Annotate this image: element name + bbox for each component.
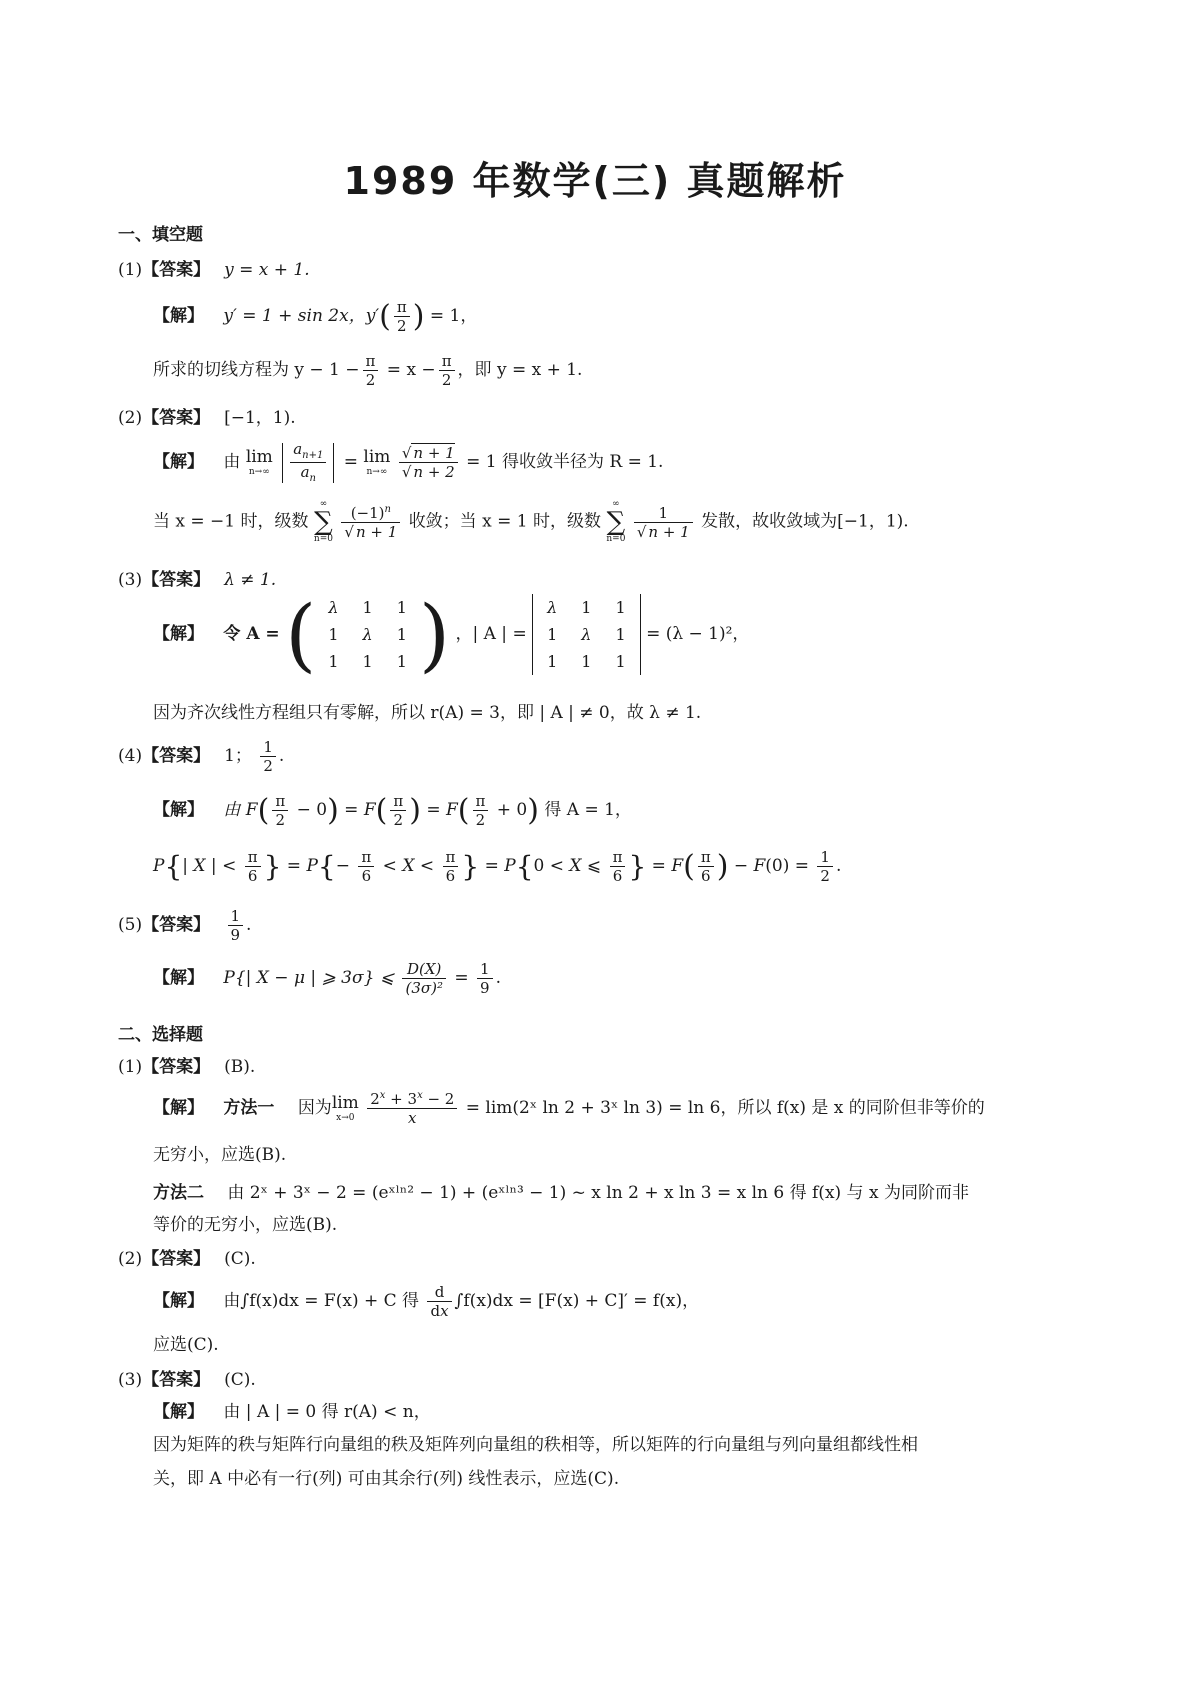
text-seg: 由 <box>223 452 241 472</box>
solution-label: 【解】 <box>153 624 204 644</box>
text-seg: = 1 得收敛半径为 R = 1. <box>466 452 664 472</box>
answer-text: (C). <box>224 1370 256 1390</box>
method-label: 方法一 <box>223 1098 275 1118</box>
f4-line2: P{| X | < $\frac{\pi}{6}$ } = P{− $\frac{\pi}{6}$ < X < $\frac{\pi}{6}$ } = P{0 < X ⩽ $\frac{\pi}{6}$ } = F( $\frac{\pi}{6}$ ) − F(0) = $\frac{1}{2}$ . <box>153 848 842 885</box>
f4-solution-line: 【解】 由 F( $\frac{\pi}{2}$ − 0) = F( $\frac{\pi}{2}$ ) = F( $\frac{\pi}{2}$ + 0) 得 A = 1， <box>153 792 632 829</box>
answer-label: 【答案】 <box>142 746 211 766</box>
c3-solution-line <box>153 1397 431 1422</box>
frac-numerator: D(X) <box>402 960 446 979</box>
answer-label: 【答案】 <box>142 408 211 428</box>
c2-answer-line <box>118 1244 256 1269</box>
answer-label: 【答案】 <box>142 260 211 280</box>
answer-text: 1； <box>224 746 252 766</box>
solution-label: 【解】 <box>153 306 204 326</box>
answer-label: 【答案】 <box>142 915 211 935</box>
text-seg: 收敛；当 x = 1 时，级数 <box>408 511 601 532</box>
text-seg: 因为 <box>297 1098 332 1118</box>
f5-solution-line: 【解】 P{| X − μ | ⩾ 3σ} ⩽ $\frac{D(X)}{\text{(3σ)²}}$ = $\frac{1}{9}$ . <box>153 960 501 997</box>
solution-label: 【解】 <box>153 1098 204 1118</box>
f1-solution-line: 【解】 y′ = 1 + sin 2x，y′( $\frac{\pi}{2}$ ) = 1， <box>153 298 478 335</box>
f2-line2: 当 x = −1 时，级数 ∞ ∑ n=0 $\frac{(-1)^n}{√ n + 1}$ 收敛；当 x = 1 时，级数 ∞ ∑ n=0 $\frac{1}{√ n + 1}$ 发散，故收敛域为[−1，1). <box>153 499 909 544</box>
answer-label: 【答案】 <box>142 1370 211 1390</box>
text-seg: ，| A | = <box>455 624 527 644</box>
text-seg: 由∫f(x)dx = F(x) + C 得 <box>223 1291 420 1311</box>
text-seg: = lim(2ˣ ln 2 + 3ˣ ln 3) = ln 6，所以 f(x) 是 x 的同阶但非等价的 <box>465 1098 985 1118</box>
text-seg: . <box>835 856 842 876</box>
answer-text: y = x + 1. <box>224 260 310 280</box>
text-seg: 由 F <box>223 800 258 820</box>
c1-line2: 无穷小，应选(B). <box>153 1145 287 1165</box>
solution-tail: = 1， <box>429 306 478 326</box>
text-seg: = (λ − 1)²， <box>646 624 750 644</box>
text-seg: ∫f(x)dx = [F(x) + C]′ = f(x)， <box>454 1291 700 1311</box>
solution-label: 【解】 <box>153 968 204 988</box>
q-number: (4) <box>118 746 143 766</box>
solution-label: 【解】 <box>153 1291 204 1311</box>
q-number: (2) <box>118 1249 143 1269</box>
answer-label: 【答案】 <box>142 1249 211 1269</box>
text-seg: P{| X − μ | ⩾ 3σ} ⩽ <box>223 968 395 988</box>
answer-label: 【答案】 <box>142 1057 211 1077</box>
c1-answer-line <box>118 1052 255 1077</box>
text-seg: 所求的切线方程为 y − 1 − <box>153 360 360 380</box>
q-number: (5) <box>118 915 143 935</box>
text-seg: . <box>495 968 501 988</box>
c3-line2: 因为矩阵的秩与矩阵行向量组的秩及矩阵列向量组的秩相等，所以矩阵的行向量组与列向量组都线性相 <box>153 1435 918 1455</box>
section-choice: 二、选择题 <box>118 1025 203 1045</box>
c2-solution-line: 【解】 由∫f(x)dx = F(x) + C 得 $\frac{d}{dx}$ ∫f(x)dx = [F(x) + C]′ = f(x)， <box>153 1283 700 1320</box>
f3-line2: 因为齐次线性方程组只有零解，所以 r(A) = 3，即 | A | ≠ 0，故 λ ≠ 1. <box>153 703 702 723</box>
c3-line3: 关，即 A 中必有一行(列) 可由其余行(列) 线性表示，应选(C). <box>153 1469 620 1489</box>
solution-label: 【解】 <box>153 800 204 820</box>
text-seg: 由 2ˣ + 3ˣ − 2 = (eˣˡⁿ² − 1) + (eˣˡⁿ³ − 1) ~ x ln 2 + x ln 3 = x ln 6 得 f(x) 与 x 为同阶而非 <box>227 1183 969 1203</box>
f5-answer-line: (5)【答案】 $\frac{1}{9}$ . <box>118 907 252 944</box>
f1-answer-line <box>118 255 310 280</box>
answer-label: 【答案】 <box>142 570 211 590</box>
q-number: (1) <box>118 1057 143 1077</box>
c3-answer-line <box>118 1365 256 1390</box>
text-seg: = x − <box>386 360 436 380</box>
solution-label: 【解】 <box>153 1402 204 1422</box>
f2-answer-line <box>118 403 296 428</box>
f2-solution-line: 【解】 由 lim n→∞ $\frac{a_{n+1}}{a_n}$ = lim n→∞ $\frac{√ n + 1}{√ n + 2}$ = 1 得收敛半径为 R = 1. <box>153 440 664 484</box>
method-label: 方法二 <box>153 1183 204 1203</box>
text-seg: 发散，故收敛域为[−1，1). <box>701 511 909 532</box>
c1-method1-line: 【解】 方法一 因为lim x→0 $\frac{2^x + 3^x - 2}{x}$ = lim(2ˣ ln 2 + 3ˣ ln 3) = ln 6，所以 f(x) 是 x 的同阶但非等价的 <box>153 1090 985 1127</box>
answer-text: [−1，1). <box>224 408 296 428</box>
q-number: (3) <box>118 570 143 590</box>
f4-answer-line: (4)【答案】 1； $\frac{1}{2}$ . <box>118 738 285 775</box>
q-number: (3) <box>118 1370 143 1390</box>
text-seg: 令 A = <box>223 624 280 644</box>
section-fill-in: 一、填空题 <box>118 225 203 245</box>
answer-text: λ ≠ 1. <box>224 570 277 590</box>
answer-text: (B). <box>224 1057 256 1077</box>
c1-method2-line <box>153 1178 969 1203</box>
text-seg: ，即 y = x + 1. <box>457 360 583 380</box>
q-number: (1) <box>118 260 143 280</box>
answer-text: (C). <box>224 1249 256 1269</box>
page-title: 1989 年数学(三) 真题解析 <box>343 159 847 203</box>
c2-line2: 应选(C). <box>153 1335 219 1355</box>
solution-text: y′ = 1 + sin 2x，y′ <box>223 306 380 326</box>
text-seg: 由 | A | = 0 得 r(A) < n， <box>223 1402 431 1422</box>
f1-line2: 所求的切线方程为 y − 1 − $\frac{\pi}{2}$ = x − $\frac{\pi}{2}$ ，即 y = x + 1. <box>153 352 583 389</box>
solution-label: 【解】 <box>153 452 204 472</box>
frac-denominator: (3σ)² <box>405 979 443 997</box>
f3-solution-line: 【解】 令 A = ( λ 1 1 1 λ 1 1 1 1 ) ，| A | = λ 1 1 1 λ 1 1 1 1 = (λ − 1)²， <box>153 587 750 681</box>
text-seg: 得 A = 1， <box>544 800 632 820</box>
q-number: (2) <box>118 408 143 428</box>
text-seg: 当 x = −1 时，级数 <box>153 511 309 532</box>
f3-answer-line <box>118 565 276 590</box>
c1-method2-line2: 等价的无穷小，应选(B). <box>153 1215 338 1235</box>
